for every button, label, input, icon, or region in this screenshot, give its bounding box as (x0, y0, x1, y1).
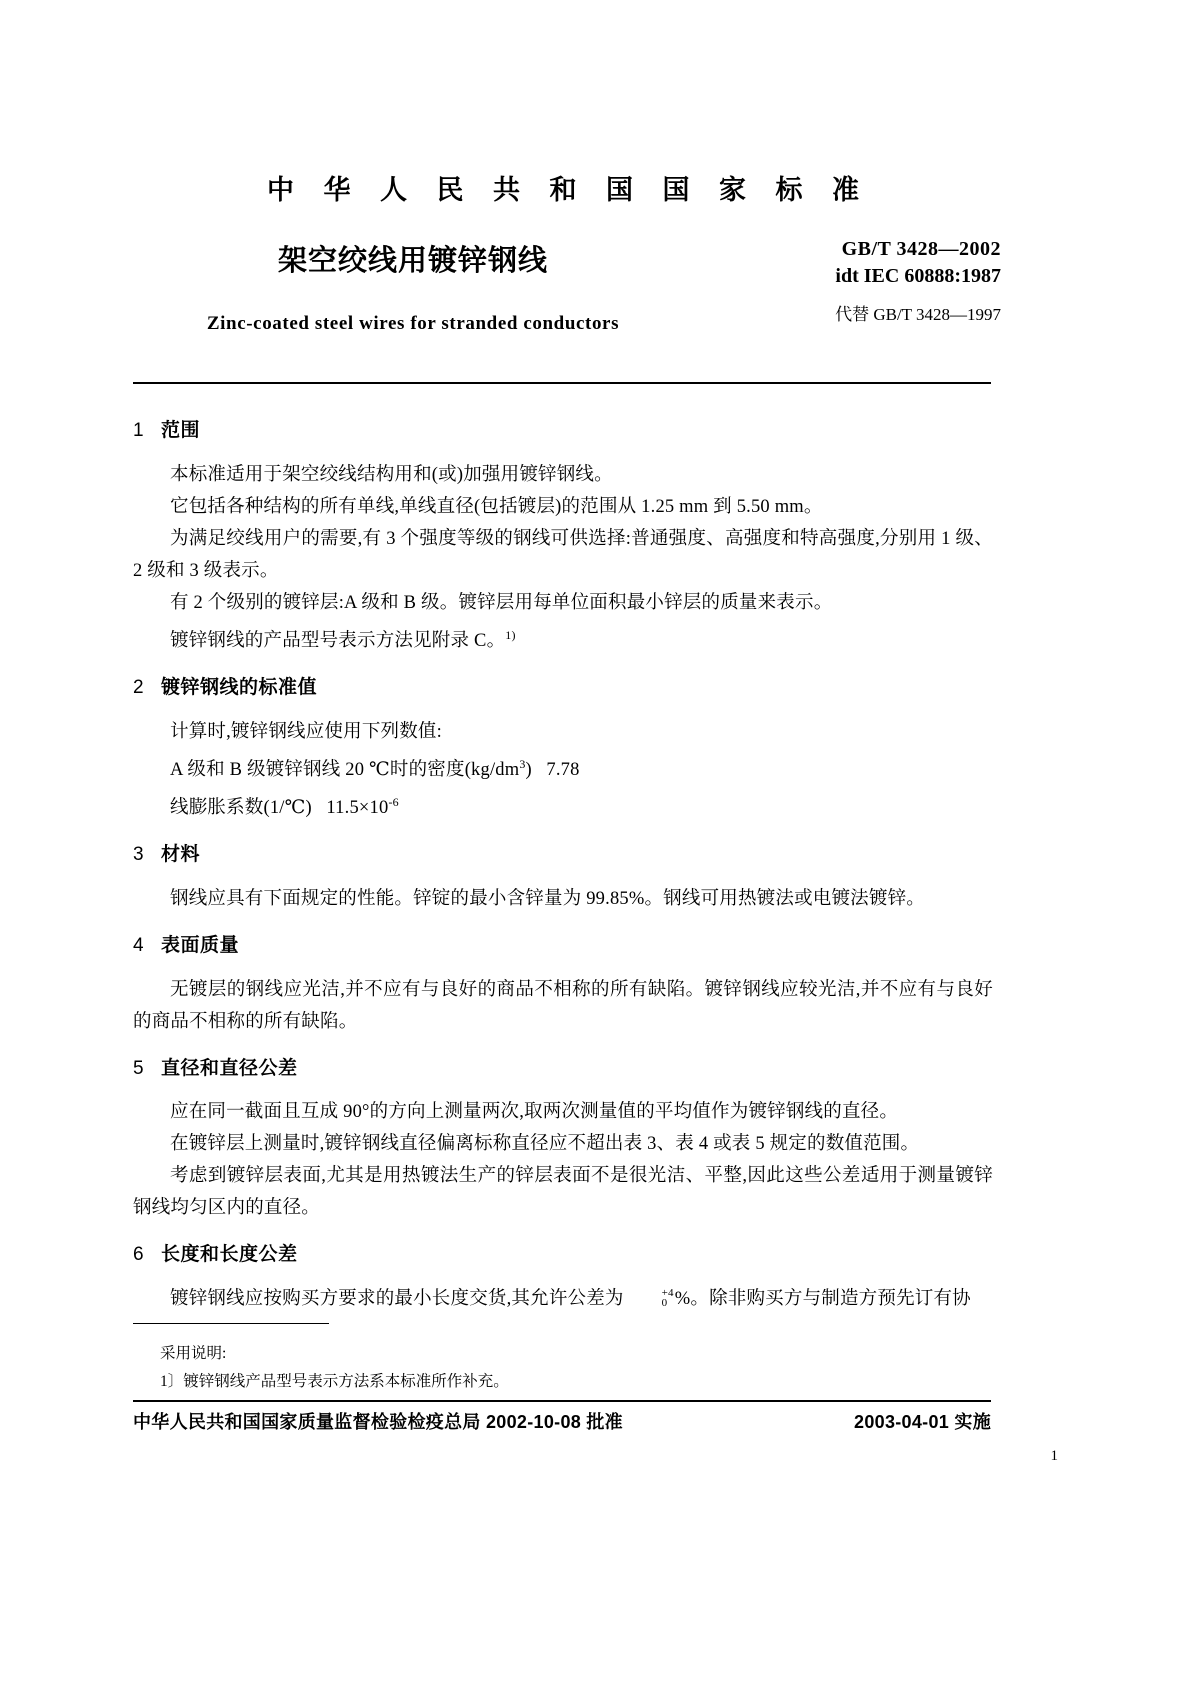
section-3-number: 3 (133, 844, 145, 866)
section-5-number: 5 (133, 1057, 145, 1079)
density-line (133, 748, 993, 786)
section-2 (133, 677, 993, 824)
paragraph: 有 2 个级别的镀锌层:A 级和 B 级。镀锌层用每单位面积最小锌层的质量来表示。 (170, 592, 833, 613)
tolerance-text-before: 镀锌钢线应按购买方要求的最小长度交货,其允许公差为 (170, 1289, 624, 1310)
section-4-heading (133, 935, 993, 958)
section-5-body (133, 1096, 993, 1224)
idt-reference: idt IEC 60888:1987 (835, 265, 1001, 287)
tolerance-fraction (625, 1288, 674, 1308)
spacer (133, 1038, 993, 1058)
section-1-body (133, 459, 993, 657)
footnote-item: 1〕镀锌钢线产品型号表示方法系本标准所作补充。 (160, 1373, 509, 1390)
section-6-number: 6 (133, 1244, 145, 1266)
spacer (133, 700, 993, 716)
expansion-line (133, 786, 993, 824)
paragraph-with-tolerance (133, 1283, 993, 1315)
implementation-date: 2003-04-01 实施 (854, 1412, 991, 1432)
section-1-title: 范围 (161, 420, 201, 441)
section-3-body (133, 883, 993, 915)
standard-number-block (581, 238, 1001, 288)
section-1-number: 1 (133, 420, 145, 441)
section-3-title: 材料 (161, 844, 201, 866)
spacer (133, 657, 993, 677)
section-3-heading (133, 844, 993, 867)
section-2-number: 2 (133, 676, 145, 698)
document-body (133, 420, 993, 1315)
footnote-marker: 1) (505, 627, 516, 642)
footer-divider (133, 1400, 991, 1402)
paragraph: 无镀层的钢线应光洁,并不应有与良好的商品不相称的所有缺陷。镀锌钢线应较光洁,并不应有与良好的商品不相称的所有缺陷。 (133, 979, 993, 1032)
spacer (133, 958, 993, 974)
percent-sign: % (674, 1289, 691, 1310)
spacer (133, 1267, 993, 1283)
spacer (133, 915, 993, 935)
page-footer (133, 1408, 991, 1434)
section-6-title: 长度和长度公差 (161, 1244, 298, 1266)
section-2-title: 镀锌钢线的标准值 (161, 676, 318, 698)
density-value: 7.78 (546, 759, 580, 780)
paragraph-with-footnote (133, 619, 993, 657)
paragraph: 为满足绞线用户的需要,有 3 个强度等级的钢线可供选择:普通强度、高强度和特高强度,分别用 1 级、2 级和 3 级表示。 (133, 528, 993, 581)
replaces-note: 代替 GB/T 3428—1997 (835, 305, 1001, 324)
section-6 (133, 1244, 993, 1315)
expansion-label: 线膨胀系数(1/℃) (170, 798, 312, 819)
paragraph: 钢线应具有下面规定的性能。锌锭的最小含锌量为 99.85%。钢线可用热镀法或电镀法镀锌。 (170, 888, 925, 909)
footnote-label: 采用说明: (160, 1345, 227, 1362)
header-divider (133, 382, 991, 384)
spacer (133, 443, 993, 459)
section-2-heading (133, 677, 993, 700)
paragraph: 考虑到镀锌层表面,尤其是用热镀法生产的锌层表面不是很光洁、平整,因此这些公差适用于测量镀锌钢线均匀区内的直径。 (133, 1166, 993, 1219)
section-6-body (133, 1283, 993, 1315)
spacer (133, 1224, 993, 1244)
paragraph: 计算时,镀锌钢线应使用下列数值: (170, 721, 442, 742)
paragraph: 应在同一截面且互成 90°的方向上测量两次,取两次测量值的平均值作为镀锌钢线的直径。 (170, 1102, 899, 1123)
section-1-heading (133, 420, 993, 443)
section-3 (133, 844, 993, 915)
tolerance-upper: +4 (661, 1286, 674, 1299)
footnote-block (160, 1340, 960, 1396)
standard-number: GB/T 3428—2002 (841, 238, 1001, 260)
paragraph: 它包括各种结构的所有单线,单线直径(包括镀层)的范围从 1.25 mm 到 5.50 mm。 (170, 496, 823, 517)
paragraph-text: 镀锌钢线的产品型号表示方法见附录 C。 (170, 630, 506, 651)
density-label: A 级和 B 级镀锌钢线 20 ℃时的密度(kg/dm (170, 759, 520, 780)
section-1 (133, 420, 993, 657)
density-exponent: 3 (519, 756, 526, 771)
section-4-title: 表面质量 (161, 934, 240, 956)
spacer (133, 824, 993, 844)
masthead (133, 168, 993, 207)
page-number: 1 (1050, 1448, 1058, 1464)
spacer (133, 1080, 993, 1096)
tolerance-text-after: 。除非购买方与制造方预先订有协 (690, 1289, 971, 1310)
section-4 (133, 935, 993, 1038)
expansion-value: 11.5×10 (326, 798, 389, 819)
section-4-number: 4 (133, 934, 145, 956)
document-title-english: Zinc-coated steel wires for stranded conductors (206, 313, 620, 334)
section-5-title: 直径和直径公差 (161, 1057, 298, 1079)
expansion-exponent: -6 (388, 794, 399, 809)
section-6-heading (133, 1244, 993, 1267)
section-4-body (133, 974, 993, 1038)
document-title-chinese: 架空绞线用镀锌钢线 (277, 245, 548, 277)
tolerance-lower: 0 (661, 1296, 668, 1309)
section-5-heading (133, 1058, 993, 1081)
footnote-divider (133, 1323, 329, 1324)
national-standard-header: 中 华 人 民 共 和 国 国 家 标 准 (266, 175, 870, 205)
approval-authority: 中华人民共和国国家质量监督检验检疫总局 2002-10-08 批准 (133, 1412, 623, 1432)
section-2-body (133, 716, 993, 824)
section-5 (133, 1058, 993, 1225)
paragraph: 本标准适用于架空绞线结构用和(或)加强用镀锌钢线。 (170, 464, 613, 485)
paragraph: 在镀锌层上测量时,镀锌钢线直径偏离标称直径应不超出表 3、表 4 或表 5 规定的数值范围。 (170, 1134, 920, 1155)
spacer (133, 867, 993, 883)
density-close-paren: ) (525, 759, 532, 780)
